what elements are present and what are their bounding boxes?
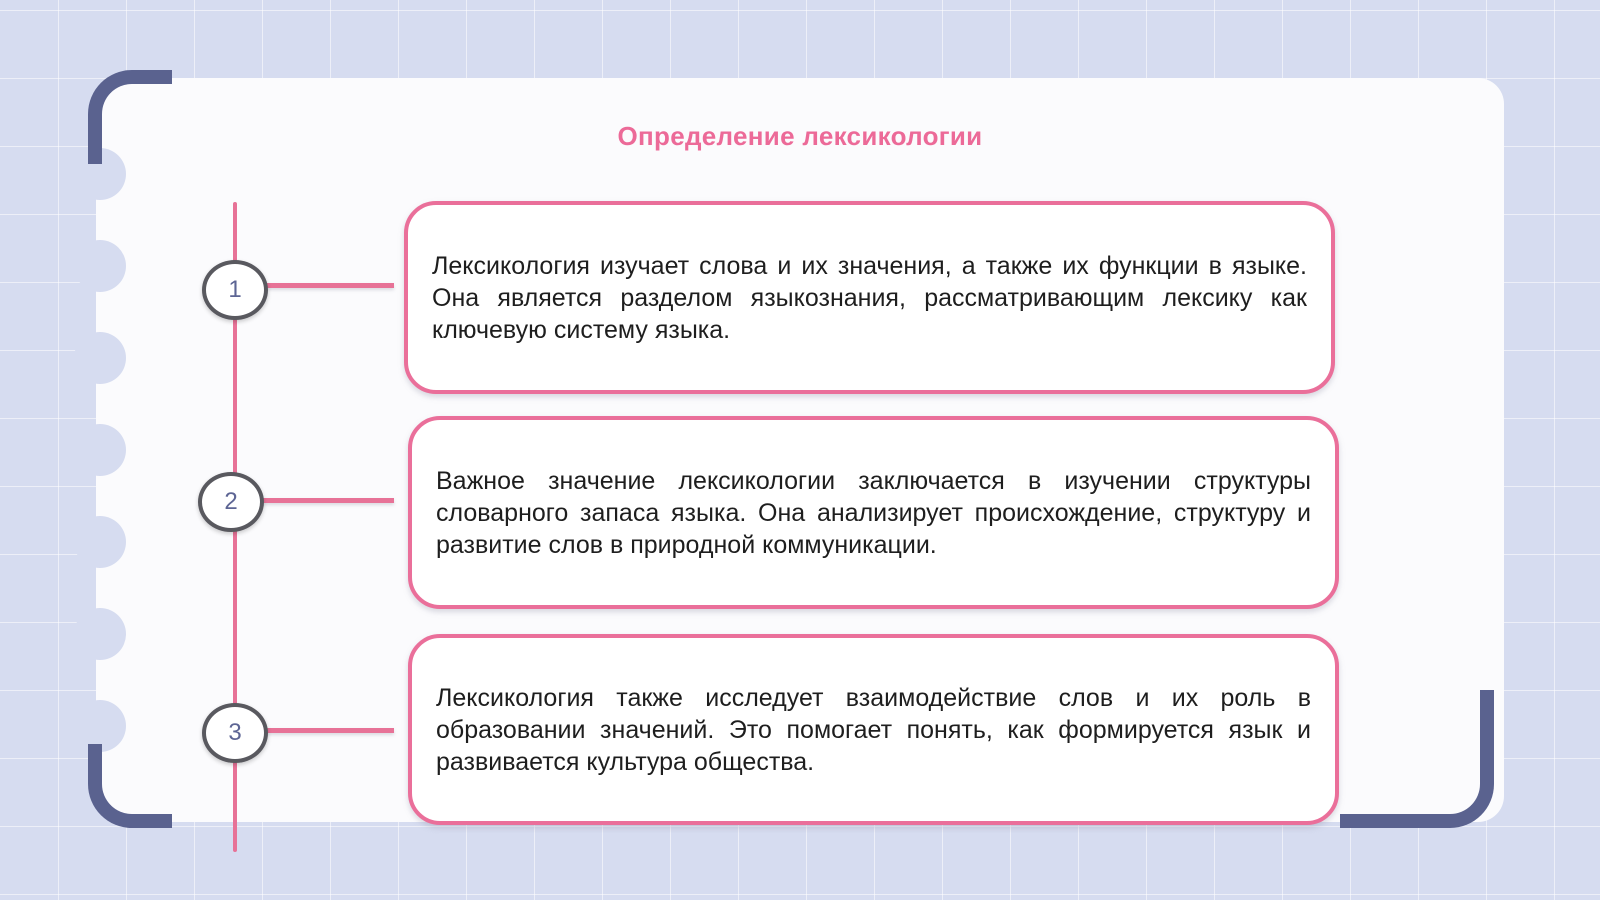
definition-card	[408, 634, 1339, 825]
paper-notch	[74, 424, 126, 476]
frame-corner-bottom-right	[1340, 690, 1494, 828]
step-number-badge: 3	[202, 703, 268, 763]
card-text: Лексикология также исследует взаимодействие слов и их роль в образовании значений. Это помогает понять, как формируется язык и развивается культура общества.	[436, 683, 1311, 776]
definition-card	[404, 201, 1335, 394]
step-number-badge: 1	[202, 260, 268, 320]
card-text: Лексикология изучает слова и их значения, а также их функции в языке. Она является разделом языкознания, рассматривающим лексику как ключевую систему языка.	[432, 251, 1307, 344]
step-number-badge: 2	[198, 472, 264, 532]
definition-card	[408, 416, 1339, 609]
timeline-connector	[262, 498, 394, 503]
frame-corner-bottom-left	[88, 744, 172, 828]
paper-notch	[74, 516, 126, 568]
slide-title: Определение лексикологии	[617, 121, 983, 151]
card-text: Важное значение лексикологии заключается в изучении структуры словарного запаса языка. Она анализирует происхождение, структуру и развитие слов в природной коммуникации.	[436, 466, 1311, 559]
timeline-connector	[266, 283, 394, 288]
paper-notch	[74, 608, 126, 660]
timeline-connector	[266, 728, 394, 733]
paper-notch	[74, 240, 126, 292]
paper-notch	[74, 332, 126, 384]
